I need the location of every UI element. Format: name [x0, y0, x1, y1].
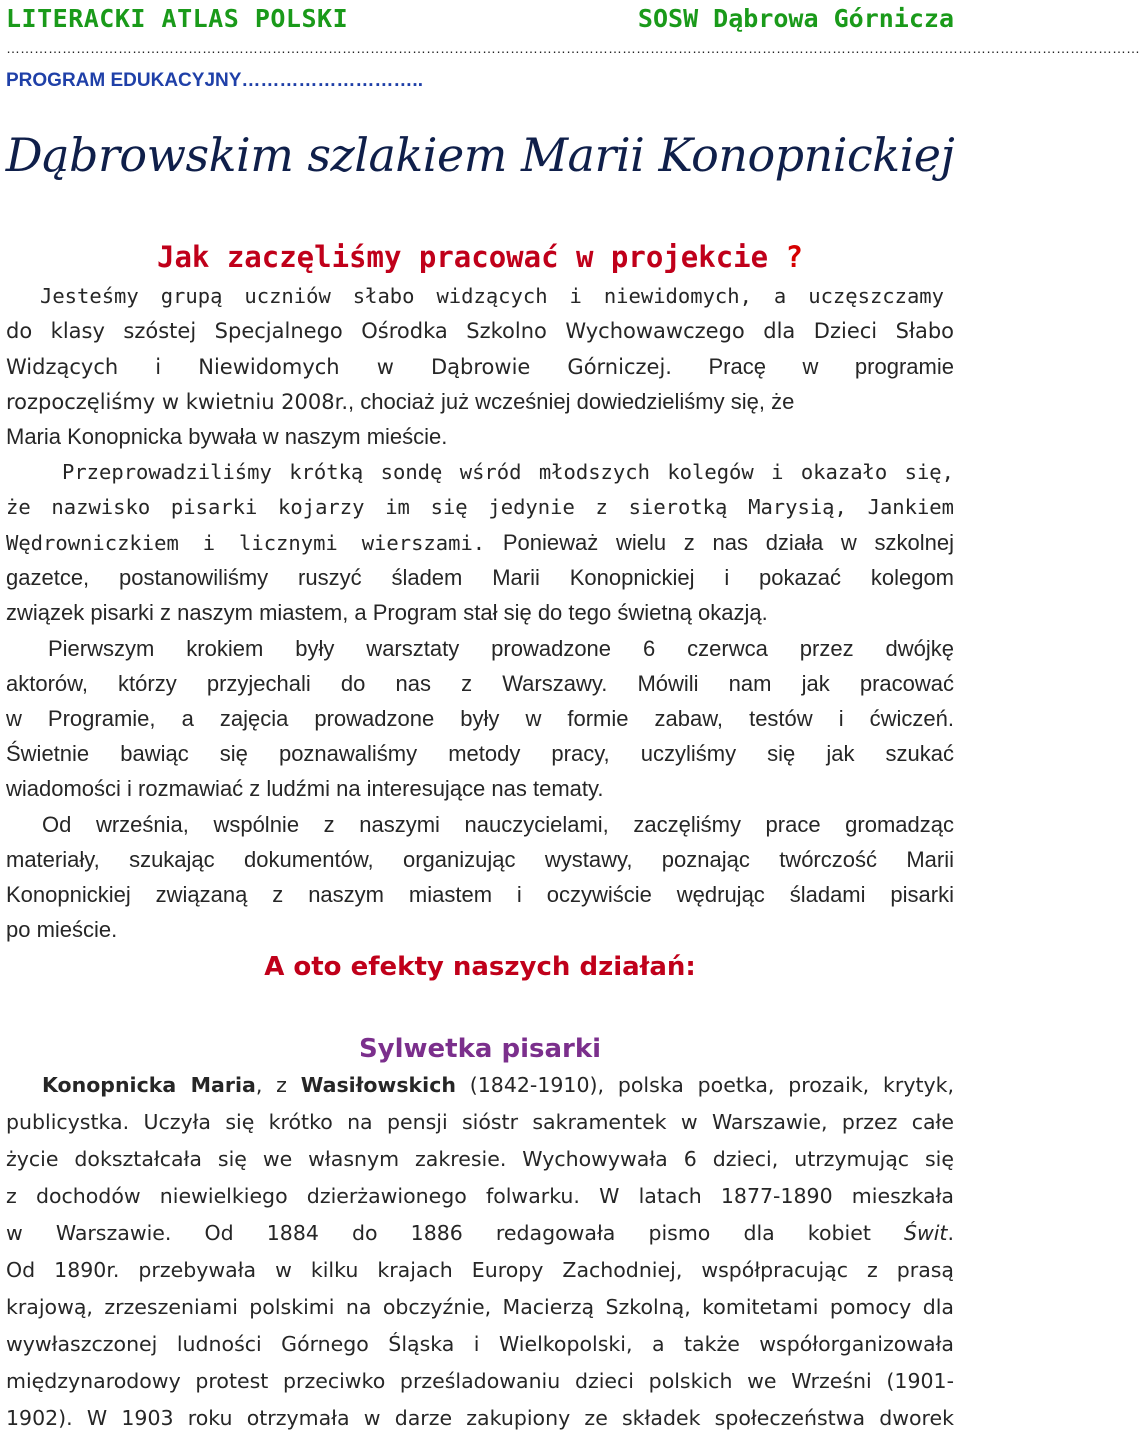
p1-line-4a: rozpoczęliśmy w kwietniu 2008r. [6, 390, 349, 414]
p1-line-1: Jesteśmy grupą uczniów słabo widzących i niewidomych, a uczęszczamy [40, 284, 944, 308]
bio-swit-title: Świt [903, 1221, 948, 1245]
p4-line-1: Od września, wspólnie z naszymi nauczycielami, zaczęliśmy prace gromadząc [42, 812, 954, 837]
header-dotted-line: ……………………………………………………………………………………………………………………………………………………………………………………………………………………… [6, 40, 1140, 56]
p2-line-4: gazetce, postanowiliśmy ruszyć śladem Marii Konopnickiej i pokazać kolegom [6, 565, 954, 590]
p3-line-1: Pierwszym krokiem były warsztaty prowadzone 6 czerwca przez dwójkę [48, 636, 954, 661]
bio-line-8: wywłaszczonej ludności Górnego Śląska i Wielkopolski, a także współorganizowała [6, 1332, 954, 1356]
bio-name: Konopnicka Maria [42, 1073, 256, 1097]
p4-line-2: materiały, szukając dokumentów, organizując wystawy, poznając twórczość Marii [6, 847, 954, 872]
section-heading-text: Jak zaczęliśmy pracować w projekcie [156, 240, 786, 274]
bio-line-10: 1902). W 1903 roku otrzymała w darze zakupiony ze składek społeczeństwa dworek [6, 1406, 954, 1430]
header-right: SOSW Dąbrowa Górnicza [637, 4, 954, 33]
bio-line-2: publicystka. Uczyła się krótko na pensji sióstr sakramentek w Warszawie, przez całe [6, 1110, 954, 1134]
bio-maiden: Wasiłowskich [300, 1073, 456, 1097]
p1-line-3 [6, 354, 954, 380]
p3-line-4: Świetnie bawiąc się poznawaliśmy metody pracy, uczyliśmy się jak szukać [6, 741, 954, 766]
p1-line-2: do klasy szóstej Specjalnego Ośrodka Szkolno Wychowawczego dla Dzieci Słabo [6, 319, 954, 343]
program-label: PROGRAM EDUKACYJNY……………………….. [6, 70, 423, 91]
p1-line-3b: Pracę w programie [671, 354, 954, 379]
p4-line-3: Konopnickiej związaną z naszym miastem i oczywiście wędrując śladami pisarki [6, 882, 954, 907]
effects-heading: A oto efekty naszych działań: [264, 952, 696, 982]
p1-line-5: Maria Konopnicka bywała w naszym mieście. [6, 424, 448, 449]
header-left: LITERACKI ATLAS POLSKI [6, 4, 349, 33]
p2-line-2: że nazwisko pisarki kojarzy im się jedynie z sierotką Marysią, Jankiem [6, 495, 954, 519]
bio-line-1 [42, 1073, 954, 1097]
bio-line-5 [6, 1221, 954, 1245]
bio-line-4: z dochodów niewielkiego dzierżawionego folwarku. W latach 1877-1890 mieszkała [6, 1184, 954, 1208]
p4-line-4: po mieście. [6, 917, 118, 942]
bio-line-9: międzynarodowy protest przeciwko prześladowaniu dzieci polskich we Wrześni (1901- [6, 1369, 954, 1393]
bio-line-7: krajową, zrzeszeniami polskimi na obczyźnie, Macierzą Szkolną, komitetami pomocy dla [6, 1295, 954, 1319]
p2-line-3b: Ponieważ wielu z nas działa w szkolnej [485, 530, 954, 555]
p3-line-5: wiadomości i rozmawiać z ludźmi na interesujące nas tematy. [6, 776, 604, 801]
p2-line-5: związek pisarki z naszym miastem, a Program stał się do tego świetną okazją. [6, 600, 768, 625]
p1-line-4 [6, 389, 954, 415]
section-heading-question [0, 240, 960, 274]
p2-line-3 [6, 530, 954, 556]
bio-from: , z [255, 1073, 301, 1097]
bio-line5-start: w Warszawie. Od 1884 do 1886 redagowała pismo dla kobiet [6, 1221, 904, 1245]
bio-line-6: Od 1890r. przebywała w kilku krajach Europy Zachodniej, współpracując z prasą [6, 1258, 954, 1282]
p1-line-4b: , chociaż już wcześniej dowiedzieliśmy się, że [348, 389, 795, 414]
bio-line5-end: . [947, 1221, 954, 1245]
p2-line-3a: Wędrowniczkiem i licznymi wierszami. [6, 531, 486, 555]
p3-line-3: w Programie, a zajęcia prowadzone były w formie zabaw, testów i ćwiczeń. [6, 706, 954, 731]
p1-line-3a: Widzących i Niewidomych w Dąbrowie Górniczej. [6, 355, 672, 379]
section-heading-mark: ? [785, 240, 803, 274]
bio-line1-rest: (1842-1910), polska poetka, prozaik, krytyk, [455, 1073, 955, 1097]
sylwetka-heading: Sylwetka pisarki [358, 1034, 602, 1064]
bio-line-3: życie dokształcała się we własnym zakresie. Wychowywała 6 dzieci, utrzymując się [6, 1147, 954, 1171]
page-title: Dąbrowskim szlakiem Marii Konopnickiej [5, 128, 955, 182]
p3-line-2: aktorów, którzy przyjechali do nas z Warszawy. Mówili nam jak pracować [6, 671, 954, 696]
p2-line-1: Przeprowadziliśmy krótką sondę wśród młodszych kolegów i okazało się, [62, 460, 954, 484]
